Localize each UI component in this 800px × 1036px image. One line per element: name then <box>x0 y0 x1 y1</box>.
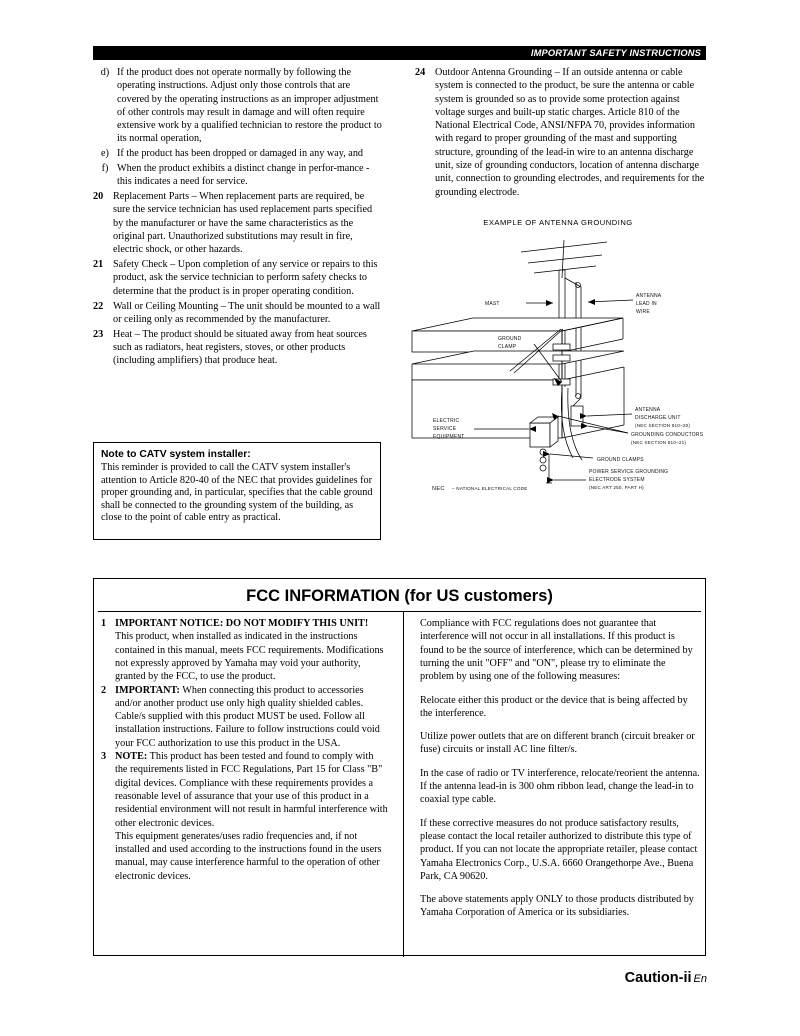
fcc-right-paragraph-1: Compliance with FCC regulations does not guarantee that interference will not occur in all installations. If this product is found to be the source of interference, which can be determined by turning the unit "OFF" and "ON", please try to eliminate the problem by using one of the following measures: <box>420 618 693 683</box>
safety-item-24 <box>415 66 706 199</box>
fcc-item-2-heading: IMPORTANT: <box>115 684 180 696</box>
diagram-nec-key-text: – NATIONAL ELECTRICAL CODE <box>452 486 528 491</box>
safety-sub-marker-f: f) <box>101 163 109 175</box>
safety-left-column <box>93 66 383 369</box>
fcc-item-1-heading: IMPORTANT NOTICE: DO NOT MODIFY THIS UNIT! <box>115 618 369 630</box>
running-head-title: IMPORTANT SAFETY INSTRUCTIONS <box>530 48 701 58</box>
diagram-label-antenna-lead-in-2: LEAD IN <box>636 301 657 307</box>
fcc-item-1-body: This product, when installed as indicated in the instructions contained in this manual, meets FCC requirements. Modifications not expressly approved by Yamaha may void your authority, granted by the FCC, to use the product. <box>115 631 384 683</box>
fcc-item-2-number: 2 <box>101 684 107 696</box>
diagram-nec-key-abbr: NEC <box>432 486 445 492</box>
diagram-title: EXAMPLE OF ANTENNA GROUNDING <box>483 218 633 227</box>
safety-number-24: 24 <box>415 67 426 78</box>
fcc-item-3-body2: This equipment generates/uses radio frequencies and, if not installed and used according to the instructions found in the users manual, may cause interference harmful to the operation of other electronic devices. <box>115 830 382 882</box>
diagram-label-electric-service-3: EQUIPMENT <box>433 434 465 440</box>
safety-item-20 <box>93 190 383 256</box>
safety-sub-marker-e: e) <box>101 148 109 160</box>
catv-note-box <box>93 442 381 540</box>
fcc-information-box <box>93 578 706 956</box>
safety-number-23: 23 <box>93 328 104 340</box>
fcc-item-1 <box>101 617 388 683</box>
safety-item-21 <box>93 258 383 298</box>
fcc-right-paragraph-4: In the case of radio or TV interference, relocate/reorient the antenna. If the antenna lead-in is 300 ohm ribbon lead, change the lead-in to coaxial type cable. <box>420 767 700 806</box>
fcc-columns <box>94 612 705 919</box>
diagram-label-antenna-lead-in-1: ANTENNA <box>636 293 662 299</box>
safety-sub-item-e <box>93 147 383 160</box>
fcc-item-3-body: This product has been tested and found to comply with the requirements listed in FCC Regulations, Part 15 for Class "B" digital devices. Compliance with these requirements provides a reasonable level of assurance that your use of this product in a residential environment will not result in harmful interference with other electronic devices. <box>115 751 388 829</box>
diagram-label-grounding-conductors-2: (NEC SECTION 810–21) <box>631 440 687 445</box>
safety-right-column <box>415 66 706 200</box>
diagram-label-electric-service-1: ELECTRIC <box>433 418 460 424</box>
diagram-label-electric-service-2: SERVICE <box>433 426 457 432</box>
safety-sub-text-f: When the product exhibits a distinct change in perfor-mance - this indicates a need for service. <box>117 163 370 188</box>
diagram-label-power-service-2: ELECTRODE SYSTEM <box>589 477 645 483</box>
diagram-label-power-service-1: POWER SERVICE GROUNDING <box>589 469 669 475</box>
antenna-grounding-illustration <box>410 230 706 492</box>
fcc-left-column <box>101 617 388 883</box>
diagram-label-antenna-discharge-2: DISCHARGE UNIT <box>635 415 681 421</box>
safety-number-22: 22 <box>93 300 104 312</box>
antenna-grounding-diagram <box>410 218 706 490</box>
footer-language: En <box>693 973 707 985</box>
safety-number-20: 20 <box>93 191 104 203</box>
fcc-item-1-number: 1 <box>101 618 107 630</box>
safety-text-21: Safety Check – Upon completion of any service or repairs to this product, ask the service technician to perform safety checks to determine that the product is in proper operating condition. <box>113 259 378 297</box>
safety-item-22 <box>93 300 383 327</box>
fcc-item-3-heading: NOTE: <box>115 751 148 763</box>
fcc-item-2 <box>101 684 388 750</box>
fcc-right-paragraph-3: Utilize power outlets that are on different branch (circuit breaker or fuse) circuits or install AC line filter/s. <box>420 731 695 756</box>
safety-item-23 <box>93 328 383 368</box>
catv-note-title: Note to CATV system installer: <box>101 449 251 460</box>
fcc-item-3-number: 3 <box>101 751 107 763</box>
fcc-right-paragraph-2: Relocate either this product or the device that is being affected by the interference. <box>420 694 688 719</box>
catv-note-body: This reminder is provided to call the CATV system installer's attention to Article 820-40 of the NEC that provides guidelines for proper grounding and, in particular, specifies that the cable ground shall be connected to the grounding system of the building, as close to the point of cable entry as practical. <box>101 462 373 524</box>
safety-sub-item-d <box>93 66 383 146</box>
diagram-label-ground-clamp-1: GROUND <box>498 336 522 342</box>
safety-text-22: Wall or Ceiling Mounting – The unit should be mounted to a wall or ceiling only as recommended by the manufacturer. <box>113 300 381 325</box>
diagram-label-antenna-lead-in-3: WIRE <box>636 309 650 315</box>
safety-text-23: Heat – The product should be situated away from heat sources such as radiators, heat registers, stoves, or other products (including amplifiers) that produce heat. <box>113 328 367 367</box>
diagram-label-antenna-discharge-3: (NEC SECTION 810–20) <box>635 423 691 428</box>
fcc-right-paragraph-5: If these corrective measures do not produce satisfactory results, please contact the local retailer authorized to distribute this type of product. If you can not locate the appropriate retailer, please contact Yamaha Electronics Corp., U.S.A. 6660 Orangethorpe Ave., Buena Park, CA 90620. <box>420 817 698 882</box>
fcc-title: FCC INFORMATION (for US customers) <box>246 587 553 605</box>
fcc-column-divider <box>403 612 404 957</box>
fcc-right-column <box>420 617 700 920</box>
diagram-label-antenna-discharge-1: ANTENNA <box>635 407 661 413</box>
page-footer <box>625 969 707 987</box>
running-head-bar <box>93 46 706 60</box>
safety-number-21: 21 <box>93 259 104 271</box>
fcc-right-paragraph-6: The above statements apply ONLY to those products distributed by Yamaha Corporation of America or its subsidiaries. <box>420 894 694 919</box>
diagram-label-power-service-3: (NEC ART 250, PART H) <box>589 485 644 490</box>
safety-sub-text-d: If the product does not operate normally by following the operating instructions. Adjust only those controls that are covered by the operating instructions as an improper adjustment of other controls may result in damage and will often require extensive work by a qualified technician to restore the product to its normal operation, <box>117 67 382 145</box>
fcc-item-3 <box>101 750 388 883</box>
diagram-label-grounding-conductors-1: GROUNDING CONDUCTORS <box>631 432 704 438</box>
diagram-label-ground-clamp-2: CLAMP <box>498 344 517 350</box>
safety-text-20: Replacement Parts – When replacement parts are required, be sure the service technician has used replacement parts specified by the manufacturer or have the same characteristics as the original part. Unauthorized substitutions may result in fire, electric shock, or other hazards. <box>113 191 373 256</box>
safety-sub-item-f <box>93 162 383 189</box>
diagram-label-ground-clamps: GROUND CLAMPS <box>597 457 644 463</box>
safety-sub-text-e: If the product has been dropped or damaged in any way, and <box>117 148 364 160</box>
safety-sub-marker-d: d) <box>100 67 110 78</box>
diagram-label-mast: MAST <box>485 301 500 307</box>
footer-page-label: Caution-ii <box>624 970 692 986</box>
safety-text-24: Outdoor Antenna Grounding – If an outside antenna or cable system is connected to the product, be sure the antenna or cable system is grounded so as to provide some protection against voltage surges and built-up static charges. Article 810 of the National Electrical Code, ANSI/NFPA 70, provides information with regard to proper grounding of the mast and supporting structure, grounding of the lead-in wire to an antenna discharge unit, size of grounding conductors, location of antenna discharge unit, connection to grounding electrodes, and requirements for the grounding electrode. <box>435 67 705 198</box>
fcc-item-2-body: When connecting this product to accessories and/or another product use only high quality shielded cables. Cable/s supplied with this product MUST be used. Follow all installation instructions. Failure to follow instructions could void your FCC authorization to use this product in the USA. <box>115 684 380 749</box>
